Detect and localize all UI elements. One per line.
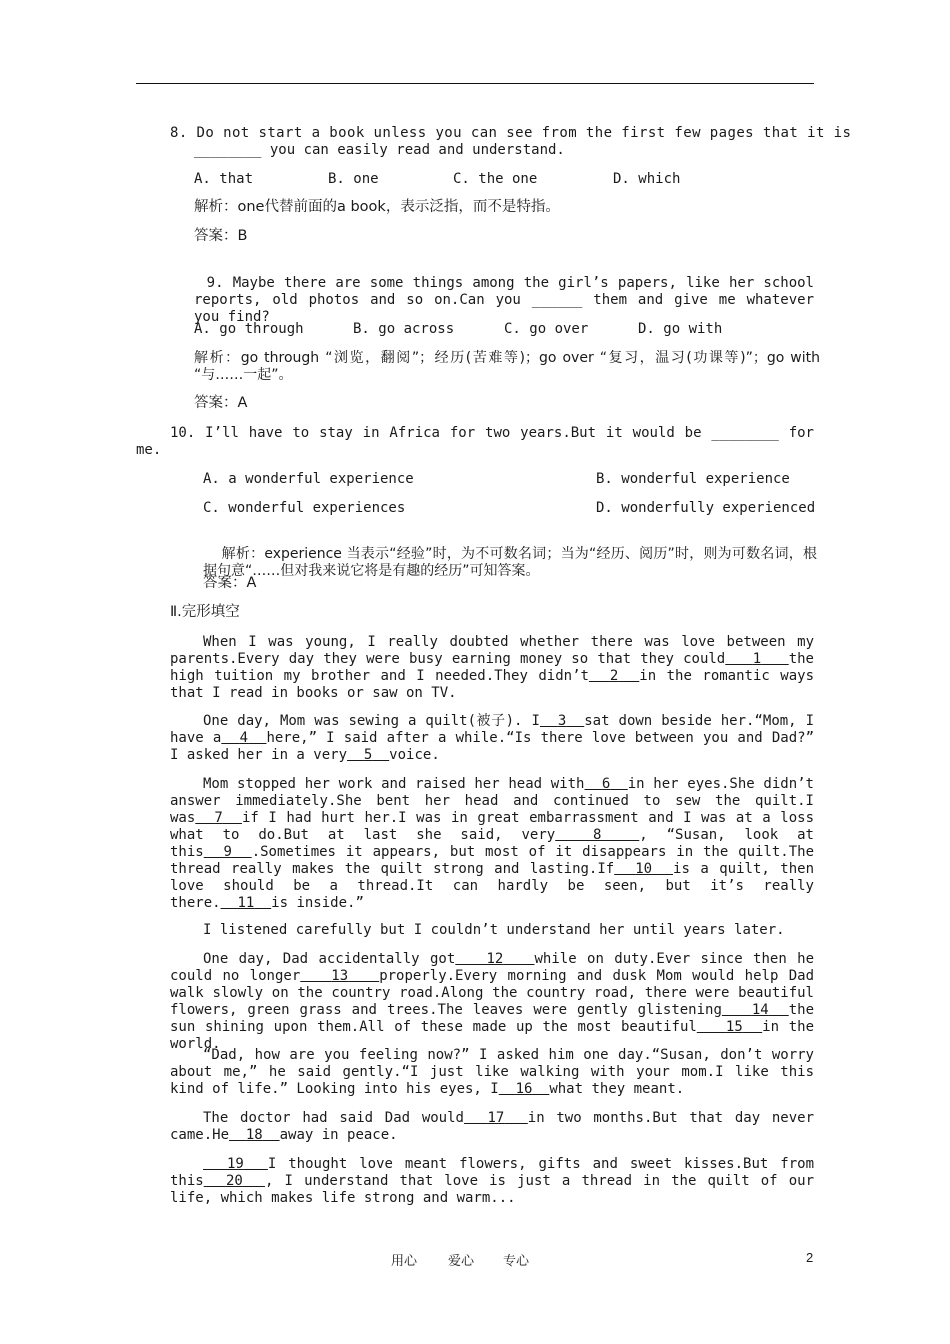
blank-1: 1 [752,651,762,667]
page-number: 2 [806,1250,814,1265]
q9-option-d: D. go with [638,321,723,337]
q9-answer: 答案：A [194,395,248,411]
p8-seg-1: I thought love meant flowers, gifts and sweet kisses.But from this [170,1156,823,1189]
header-rule [136,83,814,84]
blank-3: 3 [557,713,567,729]
blank-14: 14 [751,1002,769,1018]
q8-stem-cont: ________ you can easily read and understand. [194,142,565,158]
blank-13: 13 [331,968,349,984]
cloze-paragraph-4: I listened carefully but I couldn’t understand her until years later. [203,922,785,938]
p3-seg-4: .Sometimes it appears, but most of it disappears in the quilt.The thread really makes the quilt strong and lasting.If [170,844,823,877]
q9-option-c: C. go over [504,321,589,337]
blank-2: 2 [609,668,619,684]
p1-seg-0: When I was young, I really doubted whether there was love between my parents.Every day they were busy earning money so that they could [170,634,823,667]
q10-option-c: C. wonderful experiences [203,500,406,516]
q8-answer: 答案：B [194,228,248,244]
q10-option-b: B. wonderful experience [596,471,790,487]
q10-option-d: D. wonderfully experienced [596,500,816,516]
p3-seg-1: in her eyes.She didn’t answer immediately.She bent her head and continued to sew the quilt.I was [170,776,823,826]
cloze-paragraph-5 [170,951,823,1053]
q9-analysis: 解析：go through “浏览，翻阅”；经历(苦难等)；go over “复习，温习(功课等)”；go with “与……一起”。 [194,350,825,383]
q8-option-b: B. one [328,171,379,187]
cloze-paragraph-1 [170,634,823,702]
q8-stem: 8. Do not start a book unless you can see from the first few pages that it is [170,125,852,141]
cloze-paragraph-8 [170,1156,823,1207]
blank-20: 20 [225,1173,243,1189]
q9-stem-text: 9. Maybe there are some things among the girl’s papers, like her school reports, old photos and so on.Can you ______ them and give me whatever you find? [194,275,823,325]
blank-4: 4 [239,730,249,746]
p6-seg-0: “Dad, how are you feeling now?” I asked him one day.“Susan, don’t worry about me,” he said gently.“I just like walking with your mom.I like this kind of life.” Looking into his eyes, I [170,1047,823,1097]
p3-seg-3: , “Susan, look at this [170,827,823,860]
q10-analysis-text: 解析：experience 当表示“经验”时，为不可数名词；当为“经历、阅历”时，则为可数名词，根据句意“……但对我来说它将是有趣的经历”可知答案。 [203,546,817,579]
blank-6: 6 [601,776,611,792]
p7-seg-1: in two months.But that day never came.He [170,1110,823,1143]
p3-seg-6: is inside.” [271,895,364,911]
blank-18: 18 [245,1127,263,1143]
footer-text-3: 专心 [503,1254,530,1269]
section-heading: Ⅱ.完形填空 [170,604,240,620]
p1-seg-2: in the romantic ways that I read in books or saw on TV. [170,668,823,701]
q8-option-d: D. which [613,171,681,187]
p3-seg-0: Mom stopped her work and raised her head with [203,776,585,792]
p6-seg-1: what they meant. [549,1081,685,1097]
q10-answer: 答案：A [203,575,257,591]
blank-17: 17 [487,1110,505,1126]
q8-option-a: A. that [194,171,254,187]
blank-9: 9 [223,844,232,860]
p5-seg-3: the sun shining upon them.All of these made up the most beautiful [170,1002,823,1035]
q8-option-c: C. the one [453,171,538,187]
blank-19: 19 [226,1156,244,1172]
p7-seg-0: The doctor had said Dad would [203,1110,464,1126]
p5-seg-1: while on duty.Ever since then he could no longer [170,951,823,984]
footer-text-2: 爱心 [448,1254,475,1269]
p5-seg-4: in the world. [170,1019,823,1052]
blank-16: 16 [515,1081,533,1097]
q9-option-a: A. go through [194,321,304,337]
blank-11: 11 [237,895,255,911]
cloze-paragraph-6 [170,1047,823,1098]
p1-seg-1: the high tuition my brother and I needed.They didn’t [170,651,823,684]
p3-seg-5: is a quilt, then love should be a thread.It can hardly be seen, but it’s really there. [170,861,823,911]
blank-5: 5 [363,747,373,763]
p5-seg-2: properly.Every morning and dusk Mom would help Dad walk slowly on the country road.Along the country road, there were beautiful flowers, green grass and trees.The leaves were gently glistening [170,968,823,1018]
cloze-paragraph-7 [170,1110,823,1144]
p5-seg-0: One day, Dad accidentally got [203,951,456,967]
cloze-paragraph-2 [170,713,823,764]
p3-seg-2: if I had hurt her.I was in great embarrassment and I was at a loss what to do.But at last she said, very [170,810,823,843]
p2-seg-1: sat down beside her.“Mom, I have a [170,713,823,746]
q10-option-a: A. a wonderful experience [203,471,414,487]
blank-7: 7 [214,810,223,826]
p8-seg-2: , I understand that love is just a thread in the quilt of our life, which makes life strong and warm... [170,1173,823,1206]
blank-15: 15 [725,1019,743,1035]
q10-stem: 10. I’ll have to stay in Africa for two years.But it would be ________ for me. [136,425,823,458]
p2-seg-0: One day, Mom was sewing a quilt(被子). I [203,713,540,729]
q10-analysis [203,529,817,597]
q9-option-b: B. go across [353,321,455,337]
blank-12: 12 [486,951,504,967]
p2-seg-3: voice. [389,747,440,763]
footer-text-1: 用心 [391,1254,418,1269]
q8-analysis: 解析：one代替前面的a book，表示泛指，而不是特指。 [194,199,560,215]
p2-seg-2: here,” I said after a while.“Is there love between you and Dad?” I asked her in a very [170,730,823,763]
blank-10: 10 [635,861,653,877]
p7-seg-2: away in peace. [279,1127,398,1143]
cloze-paragraph-3 [170,776,823,912]
blank-8: 8 [593,827,602,843]
